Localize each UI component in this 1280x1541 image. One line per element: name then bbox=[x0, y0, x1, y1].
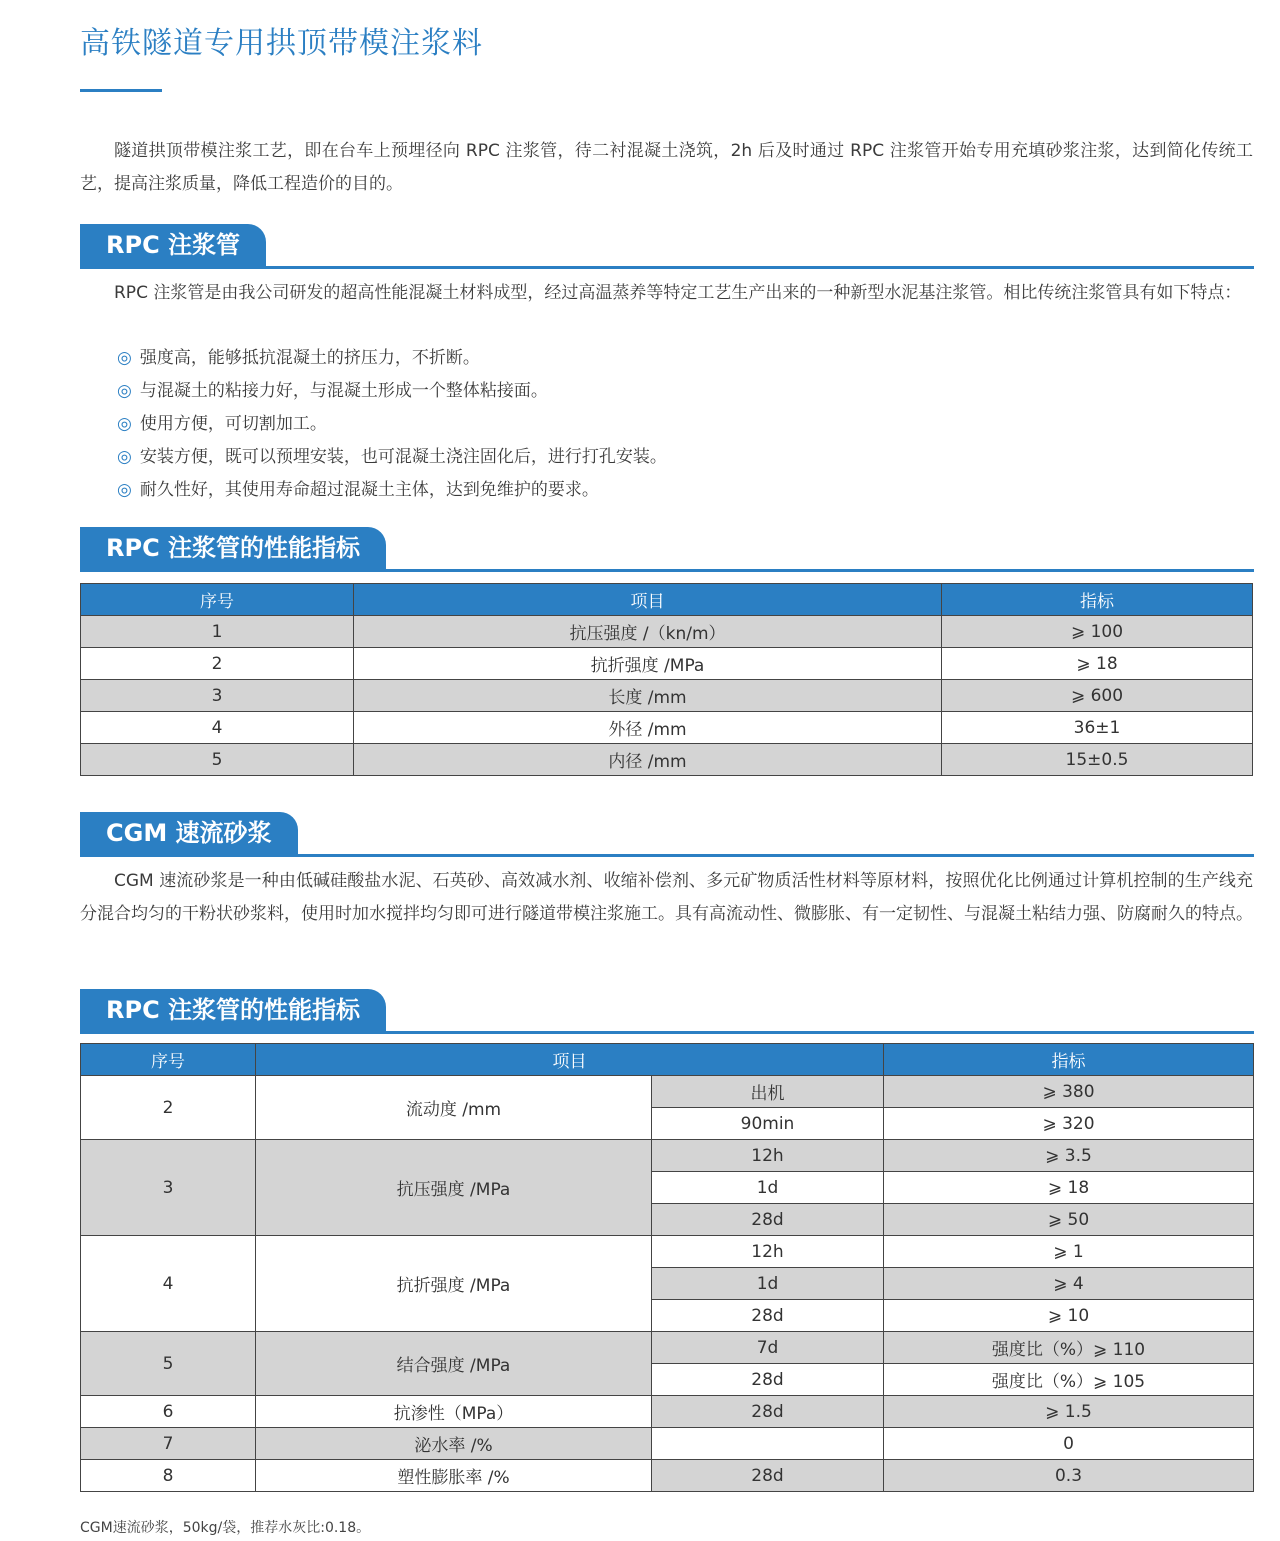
section-title: CGM 速流砂浆 bbox=[80, 812, 298, 854]
column-header: 项目 bbox=[354, 584, 942, 616]
table-cell: ⩾ 1 bbox=[884, 1236, 1254, 1268]
table-row bbox=[81, 680, 1253, 712]
table-cell: 28d bbox=[652, 1396, 884, 1428]
table-cell: 12h bbox=[652, 1236, 884, 1268]
table-cell: 28d bbox=[652, 1204, 884, 1236]
section-title: RPC 注浆管 bbox=[80, 224, 266, 266]
table-row bbox=[81, 1236, 1254, 1268]
table-cell: 90min bbox=[652, 1108, 884, 1140]
list-item bbox=[117, 474, 667, 507]
section-header-rpc bbox=[80, 222, 1254, 269]
table-cell: 6 bbox=[81, 1396, 256, 1428]
table-cell: ⩾ 18 bbox=[884, 1172, 1254, 1204]
double-circle-icon: ◎ bbox=[117, 381, 132, 401]
table-cell: 抗压强度 /（kn/m） bbox=[354, 616, 942, 648]
table-cell: 抗压强度 /MPa bbox=[256, 1140, 652, 1236]
list-item bbox=[117, 375, 667, 408]
section-header-rpc-table bbox=[80, 525, 1254, 572]
table-row bbox=[81, 1076, 1254, 1108]
list-item-text: 使用方便，可切割加工。 bbox=[139, 414, 327, 434]
section-title: RPC 注浆管的性能指标 bbox=[80, 527, 386, 569]
table-cell: 5 bbox=[81, 744, 354, 776]
table-cell: 4 bbox=[81, 712, 354, 744]
table-cell: ⩾ 50 bbox=[884, 1204, 1254, 1236]
column-header: 序号 bbox=[81, 584, 354, 616]
table-cell: 强度比（%）⩾ 105 bbox=[884, 1364, 1254, 1396]
table-cell: 塑性膨胀率 /% bbox=[256, 1460, 652, 1492]
table-row bbox=[81, 1460, 1254, 1492]
table-cell: 3 bbox=[81, 1140, 256, 1236]
table-cell: 5 bbox=[81, 1332, 256, 1396]
table-cell: 8 bbox=[81, 1460, 256, 1492]
double-circle-icon: ◎ bbox=[117, 480, 132, 500]
double-circle-icon: ◎ bbox=[117, 447, 132, 467]
table-cell: 外径 /mm bbox=[354, 712, 942, 744]
table-cell: ⩾ 100 bbox=[942, 616, 1253, 648]
intro-paragraph: 隧道拱顶带模注浆工艺，即在台车上预埋径向 RPC 注浆管，待二衬混凝土浇筑，2h 后及时通过 RPC 注浆管开始专用充填砂浆注浆，达到简化传统工艺，提高注浆质量，降低工程造价的目的。 bbox=[80, 141, 1253, 194]
table-cell: 1d bbox=[652, 1268, 884, 1300]
table-cell: 2 bbox=[81, 1076, 256, 1140]
table-cell: ⩾ 3.5 bbox=[884, 1140, 1254, 1172]
rpc-feature-list bbox=[117, 342, 667, 507]
table-cell: 抗折强度 /MPa bbox=[354, 648, 942, 680]
table-cell: 36±1 bbox=[942, 712, 1253, 744]
list-item-text: 与混凝土的粘接力好，与混凝土形成一个整体粘接面。 bbox=[139, 381, 548, 401]
table-cell: ⩾ 380 bbox=[884, 1076, 1254, 1108]
table-row bbox=[81, 1332, 1254, 1364]
list-item bbox=[117, 342, 667, 375]
table-row bbox=[81, 744, 1253, 776]
table-row bbox=[81, 1140, 1254, 1172]
column-header: 指标 bbox=[884, 1044, 1254, 1076]
table-cell: ⩾ 4 bbox=[884, 1268, 1254, 1300]
table-cell: 28d bbox=[652, 1460, 884, 1492]
section-title: RPC 注浆管的性能指标 bbox=[80, 989, 386, 1031]
list-item-text: 强度高，能够抵抗混凝土的挤压力，不折断。 bbox=[139, 348, 480, 368]
table-cell: 流动度 /mm bbox=[256, 1076, 652, 1140]
page-title: 高铁隧道专用拱顶带模注浆料 bbox=[80, 26, 483, 61]
table-cell: 28d bbox=[652, 1300, 884, 1332]
table-cell: 抗渗性（MPa） bbox=[256, 1396, 652, 1428]
rpc-spec-table bbox=[80, 583, 1253, 776]
list-item-text: 耐久性好，其使用寿命超过混凝土主体，达到免维护的要求。 bbox=[139, 480, 599, 500]
cgm-paragraph: CGM 速流砂浆是一种由低碱硅酸盐水泥、石英砂、高效减水剂、收缩补偿剂、多元矿物质活性材料等原材料，按照优化比例通过计算机控制的生产线充分混合均匀的干粉状砂浆料，使用时加水搅拌均匀即可进行隧道带模注浆施工。具有高流动性、微膨胀、有一定韧性、与混凝土粘结力强、防腐耐久的特点。 bbox=[80, 871, 1253, 924]
table-cell: 0 bbox=[884, 1428, 1254, 1460]
table-cell: 12h bbox=[652, 1140, 884, 1172]
column-header: 序号 bbox=[81, 1044, 256, 1076]
table-cell: 7d bbox=[652, 1332, 884, 1364]
table-cell: 3 bbox=[81, 680, 354, 712]
table-row bbox=[81, 1396, 1254, 1428]
table-cell: 抗折强度 /MPa bbox=[256, 1236, 652, 1332]
table-cell: ⩾ 1.5 bbox=[884, 1396, 1254, 1428]
table-cell: 0.3 bbox=[884, 1460, 1254, 1492]
table-cell: ⩾ 18 bbox=[942, 648, 1253, 680]
table-cell: 2 bbox=[81, 648, 354, 680]
table-row bbox=[81, 648, 1253, 680]
table-cell: 强度比（%）⩾ 110 bbox=[884, 1332, 1254, 1364]
rpc-paragraph: RPC 注浆管是由我公司研发的超高性能混凝土材料成型，经过高温蒸养等特定工艺生产出来的一种新型水泥基注浆管。相比传统注浆管具有如下特点： bbox=[114, 283, 1242, 303]
section-header-cgm bbox=[80, 810, 1254, 857]
table-cell: 结合强度 /MPa bbox=[256, 1332, 652, 1396]
table-cell: 1 bbox=[81, 616, 354, 648]
double-circle-icon: ◎ bbox=[117, 414, 132, 434]
list-item bbox=[117, 441, 667, 474]
table-cell: ⩾ 10 bbox=[884, 1300, 1254, 1332]
table-cell: 28d bbox=[652, 1364, 884, 1396]
column-header: 指标 bbox=[942, 584, 1253, 616]
table-cell: ⩾ 320 bbox=[884, 1108, 1254, 1140]
table-row bbox=[81, 712, 1253, 744]
cgm-spec-table bbox=[80, 1043, 1254, 1492]
table-cell: 泌水率 /% bbox=[256, 1428, 652, 1460]
list-item bbox=[117, 408, 667, 441]
footnote: CGM速流砂浆，50kg/袋，推荐水灰比:0.18。 bbox=[80, 1520, 371, 1536]
table-cell: 长度 /mm bbox=[354, 680, 942, 712]
double-circle-icon: ◎ bbox=[117, 348, 132, 368]
table-cell: 4 bbox=[81, 1236, 256, 1332]
table-cell bbox=[652, 1428, 884, 1460]
table-cell: ⩾ 600 bbox=[942, 680, 1253, 712]
table-cell: 出机 bbox=[652, 1076, 884, 1108]
table-cell: 15±0.5 bbox=[942, 744, 1253, 776]
table-cell: 1d bbox=[652, 1172, 884, 1204]
table-cell: 7 bbox=[81, 1428, 256, 1460]
title-underline bbox=[80, 89, 162, 92]
table-header-row bbox=[81, 584, 1253, 616]
section-header-cgm-table bbox=[80, 987, 1254, 1034]
table-row bbox=[81, 1428, 1254, 1460]
list-item-text: 安装方便，既可以预埋安装，也可混凝土浇注固化后，进行打孔安装。 bbox=[139, 447, 667, 467]
table-header-row bbox=[81, 1044, 1254, 1076]
table-row bbox=[81, 616, 1253, 648]
column-header: 项目 bbox=[256, 1044, 884, 1076]
table-cell: 内径 /mm bbox=[354, 744, 942, 776]
